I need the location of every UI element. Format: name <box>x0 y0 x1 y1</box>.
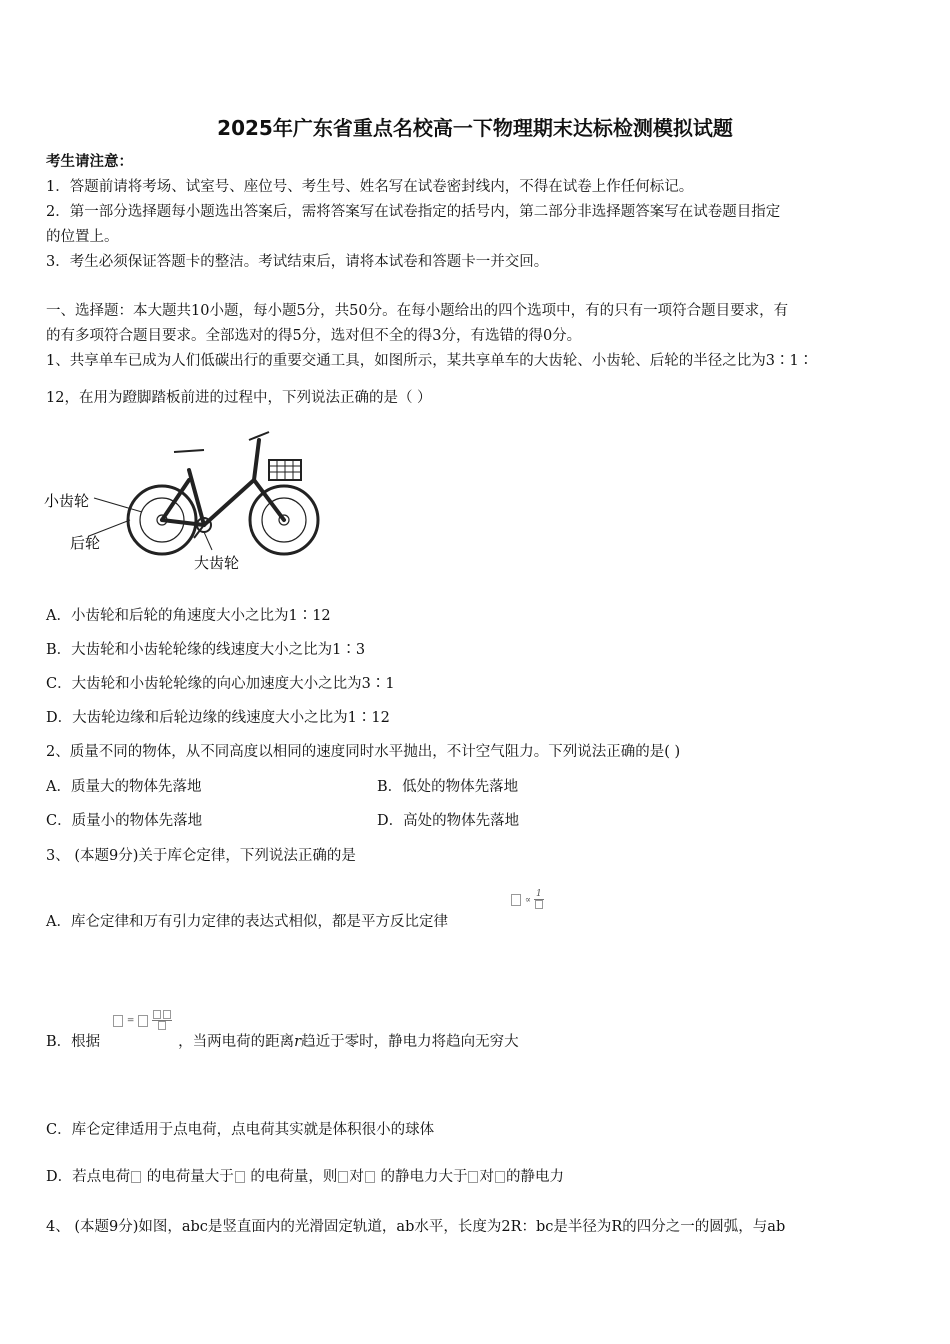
notice-heading: 考生请注意： <box>46 153 133 170</box>
q3-option-a: A．库仑定律和万有引力定律的表达式相似，都是平方反比定律 <box>46 914 448 930</box>
q3-option-d: D．若点电荷 的电荷量大于 的电荷量，则 对 的静电力大于 对 的静电力 <box>46 1169 564 1185</box>
q3-option-b: B．根据 ，当两电荷的距离r趋近于零时，静电力将趋向无穷大 <box>46 1034 519 1050</box>
q1-option-c: C．大齿轮和小齿轮轮缘的向心加速度大小之比为3∶1 <box>46 676 395 692</box>
q4-stem: 4、 (本题9分)如图，abc是竖直面内的光滑固定轨道，ab水平，长度为2R：bc是半径为R的四分之一的圆弧，与ab <box>46 1219 786 1235</box>
q2-stem: 2、质量不同的物体，从不同高度以相同的速度同时水平抛出，不计空气阻力。下列说法正确的是( ) <box>46 744 681 760</box>
label-rear-wheel: 后轮 <box>70 534 101 552</box>
bicycle-figure <box>44 420 344 580</box>
q3-stem: 3、 (本题9分)关于库仑定律，下列说法正确的是 <box>46 848 356 864</box>
q2-option-b: B．低处的物体先落地 <box>377 779 519 795</box>
notice-item: 3．考生必须保证答题卡的整洁。考试结束后，请将本试卷和答题卡一并交回。 <box>46 254 549 270</box>
q1-stem: 1、共享单车已成为人们低碳出行的重要交通工具，如图所示，某共享单车的大齿轮、小齿轮、后轮的半径之比为3∶1∶ <box>46 353 814 369</box>
formula-b: = <box>112 1010 172 1031</box>
q1-option-a: A．小齿轮和后轮的角速度大小之比为1∶12 <box>46 608 331 624</box>
q3-option-c: C．库仑定律适用于点电荷，点电荷其实就是体积很小的球体 <box>46 1122 435 1138</box>
q1-option-d: D．大齿轮边缘和后轮边缘的线速度大小之比为1∶12 <box>46 710 390 726</box>
notice-item: 的位置上。 <box>46 229 119 245</box>
q2-option-a: A．质量大的物体先落地 <box>46 779 202 795</box>
q1-stem: 12，在用为蹬脚踏板前进的过程中，下列说法正确的是（ ） <box>46 390 432 406</box>
q2-option-d: D．高处的物体先落地 <box>377 813 520 829</box>
label-small-gear: 小齿轮 <box>44 492 90 510</box>
page-title: 2025年广东省重点名校高一下物理期末达标检测模拟试题 <box>217 116 733 140</box>
q1-option-b: B．大齿轮和小齿轮轮缘的线速度大小之比为1∶3 <box>46 642 366 658</box>
notice-item: 1．答题前请将考场、试室号、座位号、考生号、姓名写在试卷密封线内，不得在试卷上作任何标记。 <box>46 179 694 195</box>
label-big-gear: 大齿轮 <box>194 554 240 572</box>
formula-a: ∝ 1 <box>510 890 544 910</box>
section-intro: 一、选择题：本大题共10小题，每小题5分，共50分。在每小题给出的四个选项中，有的只有一项符合题目要求，有 <box>46 303 789 319</box>
notice-item: 2．第一部分选择题每小题选出答案后，需将答案写在试卷指定的括号内，第二部分非选择题答案写在试卷题目指定 <box>46 204 781 220</box>
q2-option-c: C．质量小的物体先落地 <box>46 813 203 829</box>
section-intro: 的有多项符合题目要求。全部选对的得5分，选对但不全的得3分，有选错的得0分。 <box>46 328 582 344</box>
